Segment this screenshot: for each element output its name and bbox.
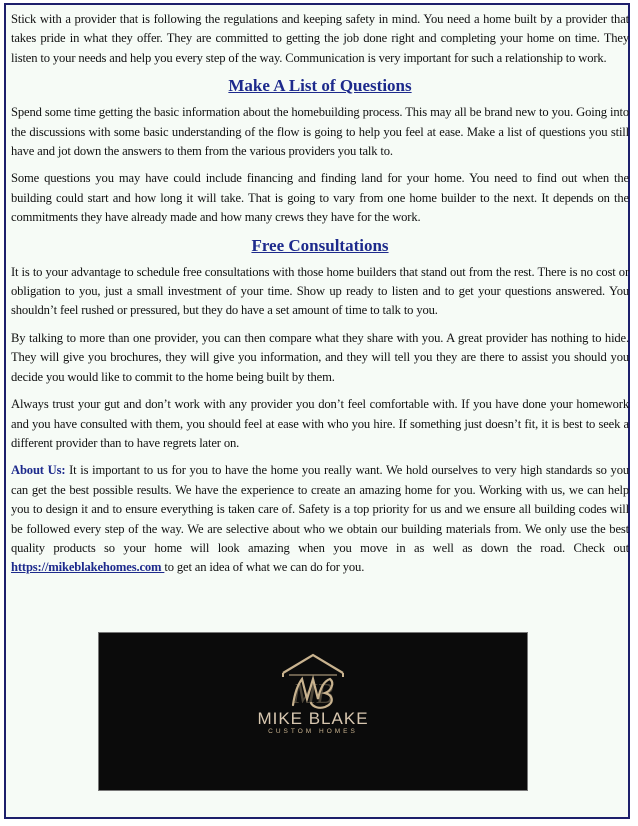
website-link[interactable]: https://mikeblakehomes.com	[11, 560, 165, 575]
questions-heading: Make A List of Questions	[228, 76, 412, 96]
questions-paragraph-1: Spend some time getting the basic information about the homebuilding process. This may all be brand new to you. Going into the discussions with some basic understanding of the flow is going to help you feel at ease. Make a list of questions you still have and jot down the answers to them from the various providers you talk to.	[11, 105, 629, 159]
logo-name: MIKE BLAKE	[257, 709, 369, 728]
logo-tagline: CUSTOM HOMES	[268, 728, 358, 735]
document-body	[11, 10, 629, 586]
consultations-paragraph-3: Always trust your gut and don’t work with any provider you don’t feel comfortable with. If you have done your homework and you have consulted with them, you should feel at ease with who you hire. If something just doesn’t fit, it is best to seek a different provider than to have regrets later on.	[11, 397, 629, 450]
about-us-text-end: to get an idea of what we can do for you.	[164, 560, 365, 575]
intro-paragraph: Stick with a provider that is following the regulations and keeping safety in mind. You need a home built by a provider that takes pride in what they offer. They are committed to getting the job done right and completing your home on time. They listen to your needs and help you every step of the way. Communication is very important for such a relationship to work.	[11, 12, 629, 65]
consultations-heading: Free Consultations	[251, 235, 389, 255]
about-us-text: It is important to us for you to have the home you really want. We hold ourselves to very high standards so you can get the best possible results. We have the experience to create an amazing home for you. Working with us, we can help you to design it and to ensure everything is taken care of. Safety is a top priority for us and we ensure all building codes will be followed every step of the way. We are selective about who we obtain our building materials from. We only use the best quality products so your home will look amazing when you move in as well as down the road. Check out	[11, 463, 629, 555]
monogram-text: MB	[292, 679, 334, 710]
consultations-paragraph-1: It is to your advantage to schedule free consultations with those home builders that stand out from the rest. There is no cost or obligation to you, just a small investment of your time. Show up ready to listen and to get your questions answered. You shouldn’t feel rushed or pressured, but they do have a set amount of time to talk to you.	[11, 264, 629, 318]
document-page	[4, 3, 630, 819]
consultations-paragraph-2: By talking to more than one provider, you can then compare what they share with you. A great provider has nothing to hide. They will give you brochures, they will give you information, and they will tell you they are there to assist you should you decide you would like to commit to the home being built by them.	[11, 330, 629, 384]
questions-paragraph-2: Some questions you may have could include financing and finding land for your home. You need to find out when the building could start and how long it will take. That is going to vary from one home builder to the next. It depends on the commitments they have already made and how many crews they have for the work.	[11, 171, 629, 225]
about-us-paragraph	[11, 461, 629, 577]
about-us-label: About Us:	[11, 463, 66, 478]
company-logo-banner	[98, 632, 528, 791]
